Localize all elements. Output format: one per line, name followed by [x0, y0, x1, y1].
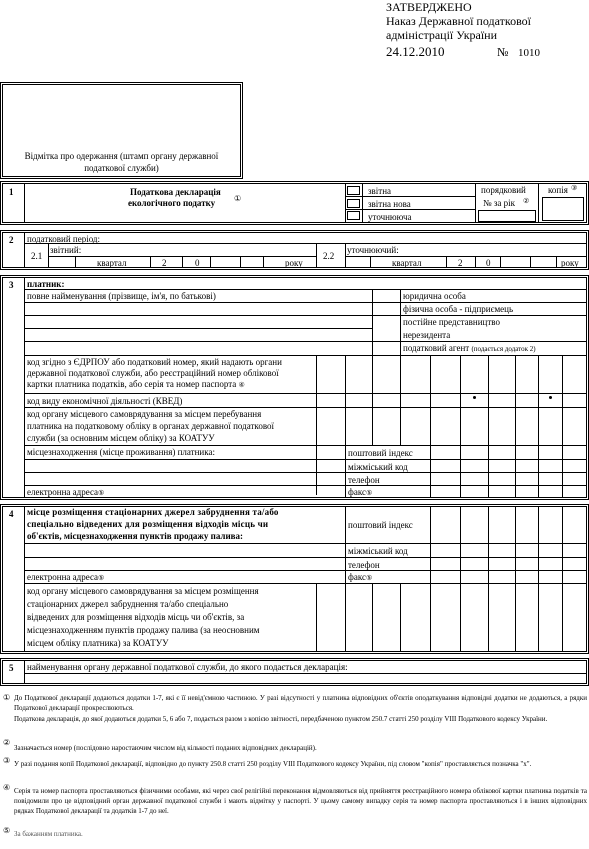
section-5-number: 5: [9, 663, 14, 673]
copy-mark-field[interactable]: [542, 197, 584, 221]
approval-date: 24.12.2010: [386, 44, 445, 59]
section-3-number: 3: [9, 280, 14, 290]
declaration-title-2: екологічного податку: [128, 198, 216, 208]
option-clarifying: уточнююча: [368, 212, 412, 222]
permanent-representation-label-2: нерезидента: [403, 330, 451, 340]
s4-fax-label: факс⑤: [348, 572, 373, 582]
s4-intercity-code-label: міжміський код: [348, 546, 408, 556]
footnote-ref-2: ②: [523, 197, 530, 205]
clarifying-period-label: уточнюючий:: [347, 245, 399, 255]
checkbox-reporting[interactable]: [347, 186, 360, 195]
permanent-representation-label-1: постійне представництво: [403, 317, 500, 327]
year-digit-2: 0: [195, 258, 200, 268]
footnote-1b: Податкова декларація, до якої додаються додатки 5, 6 або 7, подається разом з копією звітності, передбаченою пунктом 250.7 статті 250 розділу VIII Податкового кодексу України.: [14, 715, 548, 723]
s4-postal-code-label: поштовий індекс: [348, 520, 413, 530]
footnote-5: За бажанням платника.: [14, 830, 83, 838]
tax-agent-label: податковий агент (подається додаток 2): [403, 343, 536, 353]
s4-koatuu-label-3: відведених для розміщення відходів місць чи об'єктів, за: [27, 612, 245, 622]
s4-koatuu-label-2: стаціонарних джерел забруднення та/або спеціально: [27, 599, 229, 609]
legal-entity-label: юридична особа: [403, 291, 466, 301]
section-4-number: 4: [9, 509, 14, 519]
phone-label: телефон: [348, 475, 380, 485]
serial-label-1: порядковий: [481, 185, 526, 195]
footnote-5-marker: ⑤: [3, 826, 11, 835]
approval-number-label: №: [497, 45, 509, 59]
fax-label: факс⑤: [348, 487, 373, 497]
location-label: місцезнаходження (місце проживання) платника:: [27, 447, 215, 457]
approval-line1: Наказ Державної податкової: [386, 14, 531, 28]
checkbox-clarifying[interactable]: [347, 211, 360, 220]
kved-separator-dot-1: [473, 396, 476, 399]
postal-code-label: поштовий індекс: [348, 448, 413, 458]
year-label-1: року: [285, 258, 303, 268]
footnotes: [3, 693, 587, 843]
quarter-label-2: квартал: [392, 258, 422, 268]
serial-number-field[interactable]: [478, 210, 536, 222]
period-2-1: 2.1: [31, 251, 43, 261]
footnote-4: Серія та номер паспорта проставляються фізичними особами, які через свої релігійні переконання відмовляються від прийняття реєстраційного номера облікової картки платника податків та повідомили про це відповідний орган державної податкової служби і мають відмітку у паспорті. У цьому самому випадку серія та номер паспорта проставляються і в інших відповідних рядках Податкової декларації та додатків 1-7 до неї.: [14, 787, 587, 815]
edrpou-label-1: код згідно з ЄДРПОУ або податковий номер, який надають органи: [27, 357, 282, 367]
s4-email-label: електронна адреса⑤: [27, 572, 105, 582]
s4-koatuu-label-1: код органу місцевого самоврядування за місцем розміщення: [27, 586, 259, 596]
stamp-box: [0, 82, 243, 179]
footnote-ref-1: ①: [234, 194, 242, 203]
option-reporting: звітна: [368, 186, 392, 196]
section-1-number: 1: [9, 187, 14, 197]
s4-koatuu-label-4: місцезнаходженням пунктів продажу палива (за неосновним: [27, 625, 260, 635]
tax-period-label: податковий період:: [27, 234, 101, 244]
intercity-code-label: міжміський код: [348, 462, 408, 472]
reporting-period-label: звітний:: [50, 245, 82, 255]
footnote-1a: До Податкової декларації додаються додатки 1-7, які є її невід'ємною частиною. У разі відсутності у платника відповідних об'єктів оподаткування відповідні додатки не додаються, а рядки Податкової декларації прокреслюються.: [14, 694, 587, 712]
year-label-2: року: [561, 258, 579, 268]
approval-number: 1010: [518, 47, 540, 59]
individual-entrepreneur-label: фізична особа - підприємець: [403, 304, 514, 314]
s4-phone-label: телефон: [348, 560, 380, 570]
placement-label-3: об'єктів, місцезнаходження пунктів продажу палива:: [27, 531, 244, 541]
footnote-4-marker: ④: [3, 783, 11, 792]
footnote-ref-3: ③: [571, 184, 578, 192]
payer-label: платник:: [27, 279, 65, 289]
kved-label: код виду економічної діяльності (КВЕД): [27, 396, 183, 406]
approval-title: ЗАТВЕРДЖЕНО: [386, 0, 472, 14]
tax-authority-label: найменування органу державної податкової служби, до якого подається декларація:: [27, 662, 348, 672]
declaration-title-1: Податкова декларація: [130, 187, 221, 197]
email-label: електронна адреса⑤: [27, 487, 105, 497]
koatuu-label-2: платника на податковому обліку в органах державної податкової: [27, 421, 275, 431]
year-digit-3: 2: [458, 258, 463, 268]
option-new-reporting: звітна нова: [368, 199, 411, 209]
footnote-2: Зазначається номер (послідовно наростаючим числом від кількості поданих відповідних декларацій).: [14, 744, 317, 752]
footnote-1-marker: ①: [3, 693, 11, 702]
section-2-number: 2: [9, 235, 14, 245]
approval-line2: адміністрації України: [386, 28, 498, 42]
s4-koatuu-label-5: місцем обліку платника) за КОАТУУ: [27, 638, 169, 648]
footnote-2-marker: ②: [3, 738, 11, 747]
placement-label-2: спеціально відведених для розміщення відходів місць чи: [27, 519, 269, 529]
period-2-2: 2.2: [323, 251, 335, 261]
year-digit-1: 2: [162, 258, 167, 268]
placement-label-1: місце розміщення стаціонарних джерел забруднення та/або: [27, 507, 279, 517]
footnote-3-marker: ③: [3, 756, 11, 765]
edrpou-label-2: державної податкової служби, або реєстраційний номер облікової: [27, 368, 279, 378]
koatuu-label-1: код органу місцевого самоврядування за місцем перебування: [27, 409, 262, 419]
copy-label: копія: [548, 185, 568, 195]
serial-label-2: № за рік: [483, 198, 516, 208]
koatuu-label-3: служби (за основним місцем обліку) за КОАТУУ: [27, 433, 215, 443]
stamp-caption: Відмітка про одержання (штамп органу державної податкової служби): [24, 151, 219, 173]
full-name-label: повне найменування (прізвище, ім'я, по батькові): [27, 291, 216, 301]
year-digit-4: 0: [486, 258, 491, 268]
quarter-label-1: квартал: [97, 258, 127, 268]
checkbox-new-reporting[interactable]: [347, 199, 360, 208]
edrpou-label-3: картки платника податків, або серія та номер паспорта ④: [27, 379, 245, 389]
kved-separator-dot-2: [549, 396, 552, 399]
footnote-3: У разі подання копії Податкової декларації, відповідно до пункту 250.8 статті 250 розділу VIII Податкового кодексу України, під словом "копія" проставляється позначка "х".: [14, 760, 532, 768]
